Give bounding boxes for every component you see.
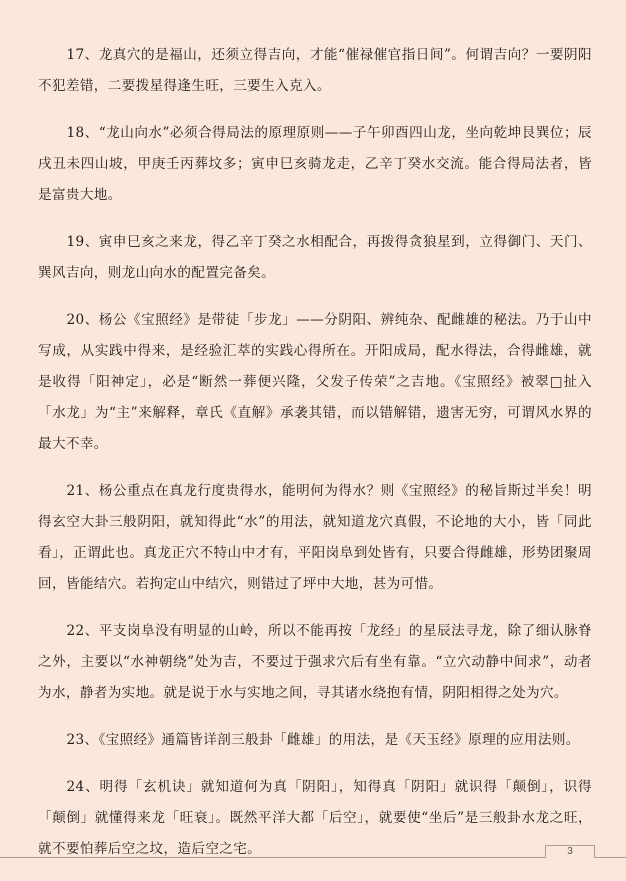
paragraph-17: 17、龙真穴的是福山，还须立得吉向，才能“催禄催官指日间”。何谓吉向？一要阴阳不犯差错，二要拨星得逢生旺，三要生入克入。 [38, 47, 592, 94]
page-number: 3 [545, 845, 595, 858]
paragraph-22: 22、平支岗阜没有明显的山岭，所以不能再按「龙经」的星辰法寻龙，除了细认脉脊之外，主要以“水神朝绕”处为吉，不要过于强求穴后有坐有靠。“立穴动静中间求”，动者为水，静者为实地。就是说于水与实地之间，寻其诸水绕抱有情，阴阳相得之处为穴。 [38, 623, 592, 701]
footer-divider [0, 857, 626, 858]
paragraph-23: 23、《宝照经》通篇皆详剖三般卦「雌雄」的用法，是《天玉经》原理的应用法则。 [66, 732, 580, 748]
paragraph-21: 21、杨公重点在真龙行度贵得水，能明何为得水？则《宝照经》的秘旨斯过半矣！明得玄空大卦三般阴阳，就知得此“水”的用法，就知道龙穴真假，不论地的大小，皆「同此看」，正谓此也。真龙正穴不特山中才有，平阳岗阜到处皆有，只要合得雌雄，形势团聚周回，皆能结穴。若拘定山中结穴，则错过了坪中大地，甚为可惜。 [38, 483, 592, 592]
paragraph-19: 19、寅申巳亥之来龙，得乙辛丁癸之水相配合，再拨得贪狼星到，立得御门、天门、巽风吉向，则龙山向水的配置完备矣。 [38, 234, 592, 281]
paragraph-18: 18、“龙山向水”必须合得局法的原理原则——子午卯酉四山龙，坐向乾坤艮巽位；辰戌丑未四山坡，甲庚壬丙葬坟多；寅申巳亥骑龙走，乙辛丁癸水交流。能合得局法者，皆是富贵大地。 [38, 125, 592, 203]
paragraph-20: 20、杨公《宝照经》是带徒「步龙」——分阴阳、辨纯杂、配雌雄的秘法。乃于山中写成，从实践中得来，是经验汇萃的实践心得所在。开阳成局，配水得法，合得雌雄，就是收得「阳神定」，必是“断然一葬便兴隆，父发子传荣”之吉地。《宝照经》被翠□扯入「水龙」为“主”来解释，章氏《直解》承袭其错，而以错解错，遗害无穷，可谓风水界的最大不幸。 [38, 312, 592, 452]
paragraph-24: 24、明得「玄机诀」就知道何为真「阴阳」，知得真「阴阳」就识得「颠倒」，识得「颠倒」就懂得来龙「旺衰」。既然平洋大都「后空」，就要使“坐后”是三般卦水龙之旺，就不要怕葬后空之坟，造后空之宅。 [38, 779, 592, 857]
